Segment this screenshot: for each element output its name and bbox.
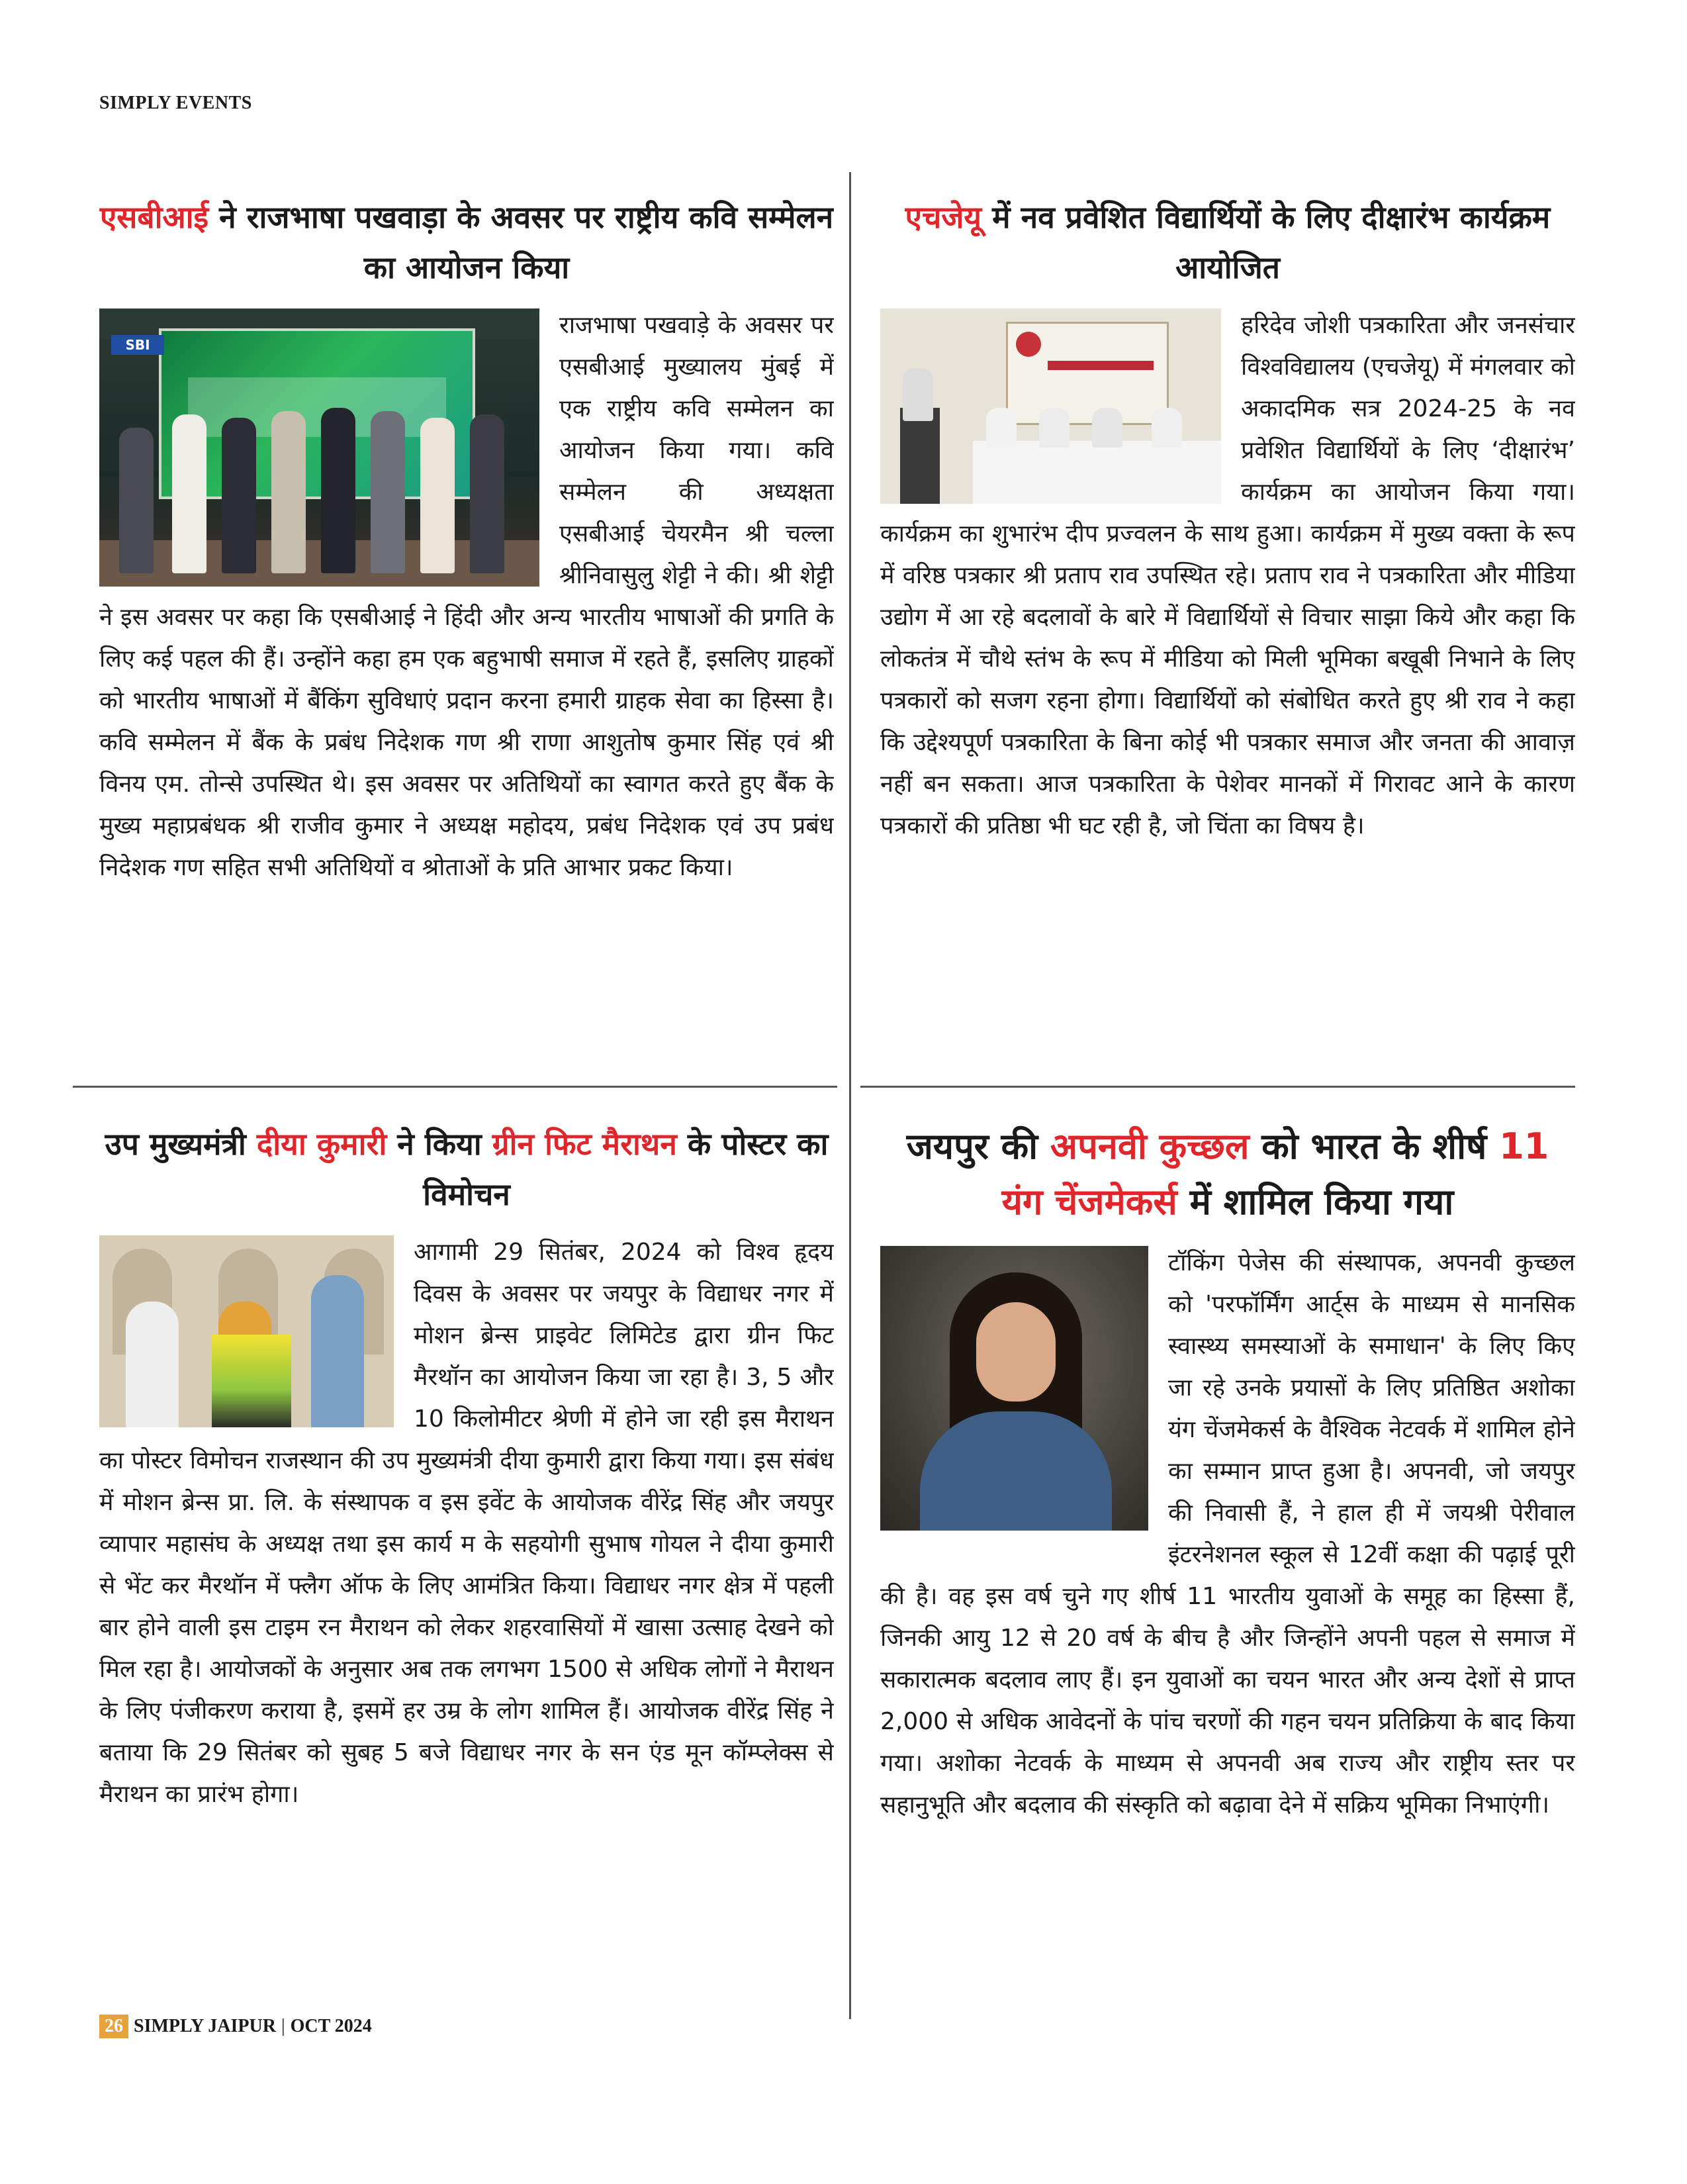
headline-highlight: ग्रीन फिट मैराथन bbox=[492, 1126, 677, 1162]
article-hju bbox=[880, 192, 1575, 1072]
headline-text: में शामिल किया गया bbox=[1177, 1181, 1454, 1223]
headline-highlight: एसबीआई bbox=[99, 199, 209, 235]
dais-table bbox=[973, 441, 1221, 504]
article-photo bbox=[880, 309, 1221, 504]
person bbox=[172, 414, 206, 573]
person bbox=[222, 418, 256, 573]
person bbox=[371, 411, 405, 573]
row-divider-left bbox=[73, 1086, 837, 1088]
headline-text: के पोस्टर का विमोचन bbox=[423, 1126, 829, 1212]
person bbox=[311, 1275, 364, 1427]
footer-separator: | bbox=[281, 2016, 285, 2036]
article-headline bbox=[880, 1119, 1575, 1230]
marathon-poster bbox=[212, 1335, 291, 1427]
article-headline bbox=[99, 192, 834, 293]
person bbox=[986, 408, 1017, 448]
headline-text: उप मुख्यमंत्री bbox=[105, 1126, 257, 1162]
headline-highlight: अपनवी कुच्छल bbox=[1050, 1125, 1250, 1167]
person bbox=[420, 418, 455, 573]
row-divider-right bbox=[860, 1086, 1575, 1088]
article-body: हरिदेव जोशी पत्रकारिता और जनसंचार विश्वविद्यालय (एचजेयू) में मंगलवार को अकादमिक सत्र 2024-25 के नव प्रवेशित विद्यार्थियों के लिए ‘दीक्षारंभ’ कार्यक्रम का आयोजन किया गया। कार्यक्रम का शुभारंभ दीप प्रज्वलन के साथ हुआ। कार्यक्रम में मुख्य वक्ता के रूप में वरिष्ठ पत्रकार श्री प्रताप राव उपस्थित रहे। प्रताप राव ने पत्रकारिता और मीडिया उद्योग में आ रहे बदलावों के बारे में विद्यार्थियों से विचार साझा किये और कहा कि लोकतंत्र में चौथे स्तंभ के रूप में मीडिया को मिली भूमिका बखूबी निभाने के लिए पत्रकारों को सजग रहना होगा। विद्यार्थियों को संबोधित करते हुए श्री राव ने कहा कि उद्देश्यपूर्ण पत्रकारिता के बिना कोई भी पत्रकार समाज और जनता की आवाज़ नहीं बन सकता। आज पत्रकारिता के पेशेवर मानकों में गिरावट आने के कारण पत्रकारों की प्रतिष्ठा भी घट रही है, जो चिंता का विषय है। bbox=[880, 312, 1575, 839]
magazine-name: SIMPLY JAIPUR bbox=[134, 2016, 276, 2036]
headline-text: में नव प्रवेशित विद्यार्थियों के लिए दीक्षारंभ कार्यक्रम आयोजित bbox=[981, 199, 1551, 285]
sbi-logo: SBI bbox=[111, 335, 164, 355]
person bbox=[119, 428, 154, 573]
article-body: टॉकिंग पेजेस की संस्थापक, अपनवी कुच्छल को 'परफॉर्मिंग आर्ट्स के माध्यम से मानसिक स्वास्थ्य समस्याओं के समाधान' के लिए किए जा रहे उनके प्रयासों के लिए प्रतिष्ठित अशोका यंग चेंजमेकर्स के वैश्विक नेटवर्क में शामिल होने का सम्मान प्राप्त हुआ है। अपनवी, जो जयपुर की निवासी हैं, ने हाल ही में जयश्री पेरीवाल इंटरनेशनल स्कूल से 12वीं कक्षा की पढ़ाई पूरी की है। वह इस वर्ष चुने गए शीर्ष 11 भारतीय युवाओं के समूह का हिस्सा हैं, जिनकी आयु 12 से 20 वर्ष के बीच है और जिन्होंने अपनी पहल से समाज में सकारात्मक बदलाव लाए हैं। इन युवाओं का चयन भारत और अन्य देशों से प्राप्त 2,000 से अधिक आवेदनों के पांच चरणों की गहन चयन प्रतिक्रिया के बाद किया गया। अशोका नेटवर्क के माध्यम से अपनवी अब राज्य और राष्ट्रीय स्तर पर सहानुभूति और बदलाव की संस्कृति को बढ़ावा देने में सक्रिय भूमिका निभाएंगी। bbox=[880, 1249, 1575, 1819]
person bbox=[470, 414, 504, 573]
article-photo bbox=[99, 309, 539, 587]
headline-highlight: दीया कुमारी bbox=[256, 1126, 387, 1162]
portrait-face bbox=[976, 1302, 1056, 1401]
headline-text: को भारत के शीर्ष bbox=[1249, 1125, 1500, 1167]
page-number: 26 bbox=[99, 2015, 128, 2038]
person bbox=[903, 368, 933, 421]
event-banner bbox=[1006, 322, 1169, 425]
person bbox=[1152, 408, 1182, 448]
page-footer bbox=[99, 2015, 372, 2038]
article-body: आगामी 29 सितंबर, 2024 को विश्व हृदय दिवस के अवसर पर जयपुर के विद्याधर नगर में मोशन ब्रेन्स प्राइवेट लिमिटेड द्वारा ग्रीन फिट मैरथॉन का आयोजन किया जा रहा है। 3, 5 और 10 किलोमीटर श्रेणी में होने जा रही इस मैराथन का पोस्टर विमोचन राजस्थान की उप मुख्यमंत्री दीया कुमारी द्वारा किया गया। इस संबंध में मोशन ब्रेन्स प्रा. लि. के संस्थापक व इस इवेंट के आयोजक वीरेंद्र सिंह और जयपुर व्यापार महासंघ के अध्यक्ष तथा इस कार्य म के सहयोगी सुभाष गोयल ने दीया कुमारी से भेंट कर मैरथॉन में फ्लैग ऑफ के लिए आमंत्रित किया। विद्याधर नगर क्षेत्र में पहली बार होने वाली इस टाइम रन मैराथन को लेकर शहरवासियों में खासा उत्साह देखने को मिल रहा है। आयोजकों के अनुसार अब तक लगभग 1500 से अधिक लोगों ने मैराथन के लिए पंजीकरण कराया है, इसमें हर उम्र के लोग शामिल हैं। आयोजक वीरेंद्र सिंह ने बताया कि 29 सितंबर को सुबह 5 बजे विद्याधर नगर के सन एंड मून कॉम्प्लेक्स से मैराथन का प्रारंभ होगा। bbox=[99, 1239, 834, 1808]
portrait-shirt bbox=[920, 1411, 1112, 1531]
article-headline bbox=[99, 1119, 834, 1219]
headline-highlight: यंग चेंजमेकर्स bbox=[1001, 1181, 1177, 1223]
column-divider bbox=[849, 172, 851, 2019]
headline-text: ने किया bbox=[387, 1126, 492, 1162]
article-photo bbox=[880, 1246, 1148, 1531]
article-headline bbox=[880, 192, 1575, 293]
person bbox=[1092, 408, 1122, 448]
headline-highlight: 11 bbox=[1499, 1125, 1549, 1167]
article-marathon bbox=[99, 1119, 834, 1993]
headline-highlight: एचजेयू bbox=[905, 199, 982, 235]
article-body: राजभाषा पखवाड़े के अवसर पर एसबीआई मुख्यालय मुंबई में एक राष्ट्रीय कवि सम्मेलन का आयोजन किया गया। कवि सम्मेलन की अध्यक्षता एसबीआई चेयरमैन श्री चल्ला श्रीनिवासुलु शेट्टी ने की। श्री शेट्टी ने इस अवसर पर कहा कि एसबीआई ने हिंदी और अन्य भारतीय भाषाओं की प्रगति के लिए कई पहल की हैं। उन्होंने कहा हम एक बहुभाषी समाज में रहते हैं, इसलिए ग्राहकों को भारतीय भाषाओं में बैंकिंग सुविधाएं प्रदान करना हमारी ग्राहक सेवा का हिस्सा है। कवि सम्मेलन में बैंक के प्रबंध निदेशक गण श्री राणा आशुतोष कुमार सिंह एवं श्री विनय एम. तोन्से उपस्थित थे। इस अवसर पर अतिथियों का स्वागत करते हुए बैंक के मुख्य महाप्रबंधक श्री राजीव कुमार ने अध्यक्ष महोदय, प्रबंध निदेशक एवं उप प्रबंध निदेशक गण सहित सभी अतिथियों व श्रोताओं के प्रति आभार प्रकट किया। bbox=[99, 312, 834, 881]
person bbox=[321, 408, 355, 573]
person bbox=[1039, 408, 1070, 448]
running-head: SIMPLY EVENTS bbox=[99, 93, 252, 113]
article-sbi bbox=[99, 192, 834, 1072]
headline-text: ने राजभाषा पखवाड़ा के अवसर पर राष्ट्रीय कवि सम्मेलन का आयोजन किया bbox=[208, 199, 834, 285]
podium bbox=[900, 408, 940, 504]
headline-text: जयपुर की bbox=[906, 1125, 1050, 1167]
issue-date: OCT 2024 bbox=[290, 2016, 372, 2036]
person bbox=[271, 411, 306, 573]
person bbox=[126, 1302, 179, 1427]
article-changemakers bbox=[880, 1119, 1575, 1993]
article-photo bbox=[99, 1235, 394, 1427]
